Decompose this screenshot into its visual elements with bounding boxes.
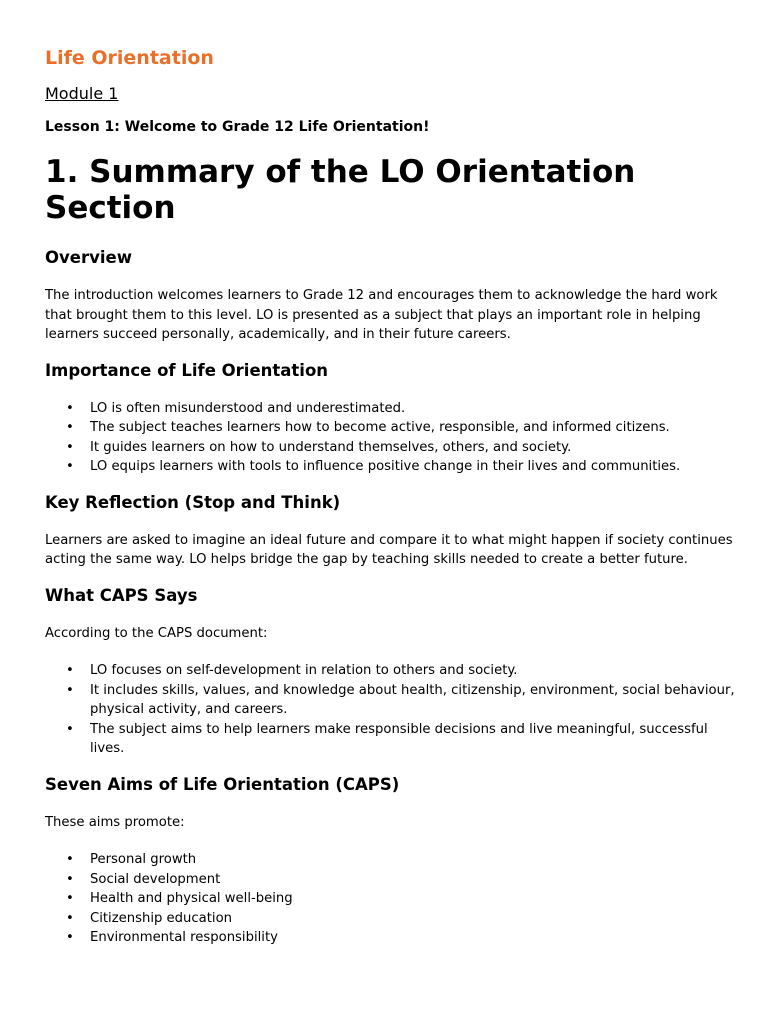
list-item: • Personal growth: [45, 850, 735, 870]
overview-text: The introduction welcomes learners to Grade 12 and encourages them to acknowledge the hard work that brought them to this level. LO is presented as a subject that plays an important role in helping learners succeed personally, academically, and in their future careers.: [45, 288, 718, 342]
module-label: Module 1: [45, 84, 119, 103]
list-item: • Environmental responsibility: [45, 928, 735, 948]
list-item: • LO equips learners with tools to influence positive change in their lives and communities.: [45, 457, 735, 477]
reflection-heading: Key Reflection (Stop and Think): [45, 492, 341, 512]
caps-intro: According to the CAPS document:: [45, 625, 268, 641]
aims-list: [45, 850, 735, 948]
caps-list: [45, 661, 735, 759]
list-item: • Citizenship education: [45, 909, 735, 929]
caps-heading: What CAPS Says: [45, 585, 198, 605]
list-item: • Health and physical well-being: [45, 889, 735, 909]
list-item: • LO is often misunderstood and underestimated.: [45, 399, 735, 419]
list-item: • The subject teaches learners how to become active, responsible, and informed citizens.: [45, 418, 735, 438]
overview-heading: Overview: [45, 248, 132, 267]
lesson-title: Lesson 1: Welcome to Grade 12 Life Orientation!: [45, 119, 430, 135]
list-item: • It guides learners on how to understand themselves, others, and society.: [45, 438, 735, 458]
aims-intro: These aims promote:: [45, 814, 185, 830]
document-title: Life Orientation: [45, 47, 214, 69]
reflection-text: Learners are asked to imagine an ideal future and compare it to what might happen if society continues acting the same way. LO helps bridge the gap by teaching skills needed to create a better future.: [45, 532, 733, 567]
importance-heading: Importance of Life Orientation: [45, 360, 329, 380]
aims-heading: Seven Aims of Life Orientation (CAPS): [45, 774, 400, 794]
list-item: • The subject aims to help learners make responsible decisions and live meaningful, successful lives.: [45, 720, 735, 759]
list-item: • LO focuses on self-development in relation to others and society.: [45, 661, 735, 681]
list-item: • It includes skills, values, and knowledge about health, citizenship, environment, social behaviour, physical activity, and careers.: [45, 681, 735, 720]
main-heading: 1. Summary of the LO Orientation Section: [45, 154, 636, 226]
list-item: • Social development: [45, 870, 735, 890]
importance-list: [45, 399, 735, 477]
document-page: [45, 44, 735, 948]
